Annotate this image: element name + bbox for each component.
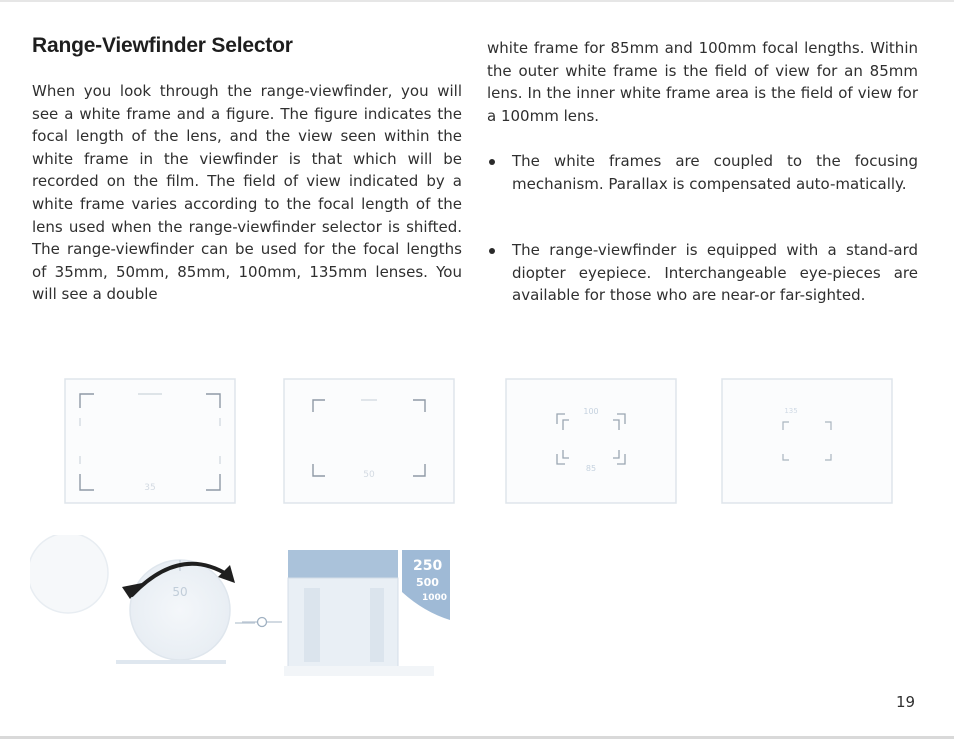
shutter-speed-label: 250: [413, 558, 443, 574]
bullet-dot-icon: [489, 159, 495, 165]
dial-label: 50: [172, 585, 188, 599]
camera-top-illustration: [284, 548, 454, 680]
selector-dial-illustration: [30, 535, 255, 670]
viewfinder-50mm-illustration: [283, 378, 455, 504]
shutter-speed-label: 1000: [422, 593, 448, 603]
viewfinder-35mm-illustration: [64, 378, 236, 504]
frame-label: 85: [585, 464, 597, 473]
top-edge: [0, 0, 954, 2]
right-column-text: white frame for 85mm and 100mm focal lengths. Within the outer white frame is the field of view for an 85mm lens. In the inner white frame area is the field of view for a 100mm lens.: [487, 39, 918, 125]
bullet-text: The range-viewfinder is equipped with a stand-ard diopter eyepiece. Interchangeable eye-pieces are available for those who are near-or far-sighted.: [512, 241, 918, 305]
viewfinder-85-100mm-illustration: [505, 378, 677, 504]
frame-label: 50: [363, 470, 375, 480]
bullet-item: [487, 150, 918, 195]
link-connector-icon: [242, 612, 282, 632]
page-number: 19: [896, 693, 916, 711]
bullet-item: [487, 239, 918, 307]
page-title: Range-Viewfinder Selector: [32, 34, 293, 57]
frame-label: 135: [784, 407, 798, 415]
bullet-dot-icon: [489, 248, 495, 254]
frame-label: 35: [144, 483, 156, 493]
viewfinder-135mm-illustration: [721, 378, 893, 504]
shutter-speed-label: 500: [416, 576, 439, 589]
frame-label: 100: [583, 407, 599, 416]
bullet-text: The white frames are coupled to the focusing mechanism. Parallax is compensated auto-matically.: [512, 152, 918, 193]
left-column-text: When you look through the range-viewfinder, you will see a white frame and a figure. The figure indicates the focal length of the lens, and the view seen within the white frame in the viewfinder is that which will be recorded on the film. The field of view indicated by a white frame varies according to the focal length of the lens used when the range-viewfinder selector is shifted. The range-viewfinder can be used for the focal lengths of 35mm, 50mm, 85mm, 100mm, 135mm lenses. You will see a double: [32, 82, 462, 304]
